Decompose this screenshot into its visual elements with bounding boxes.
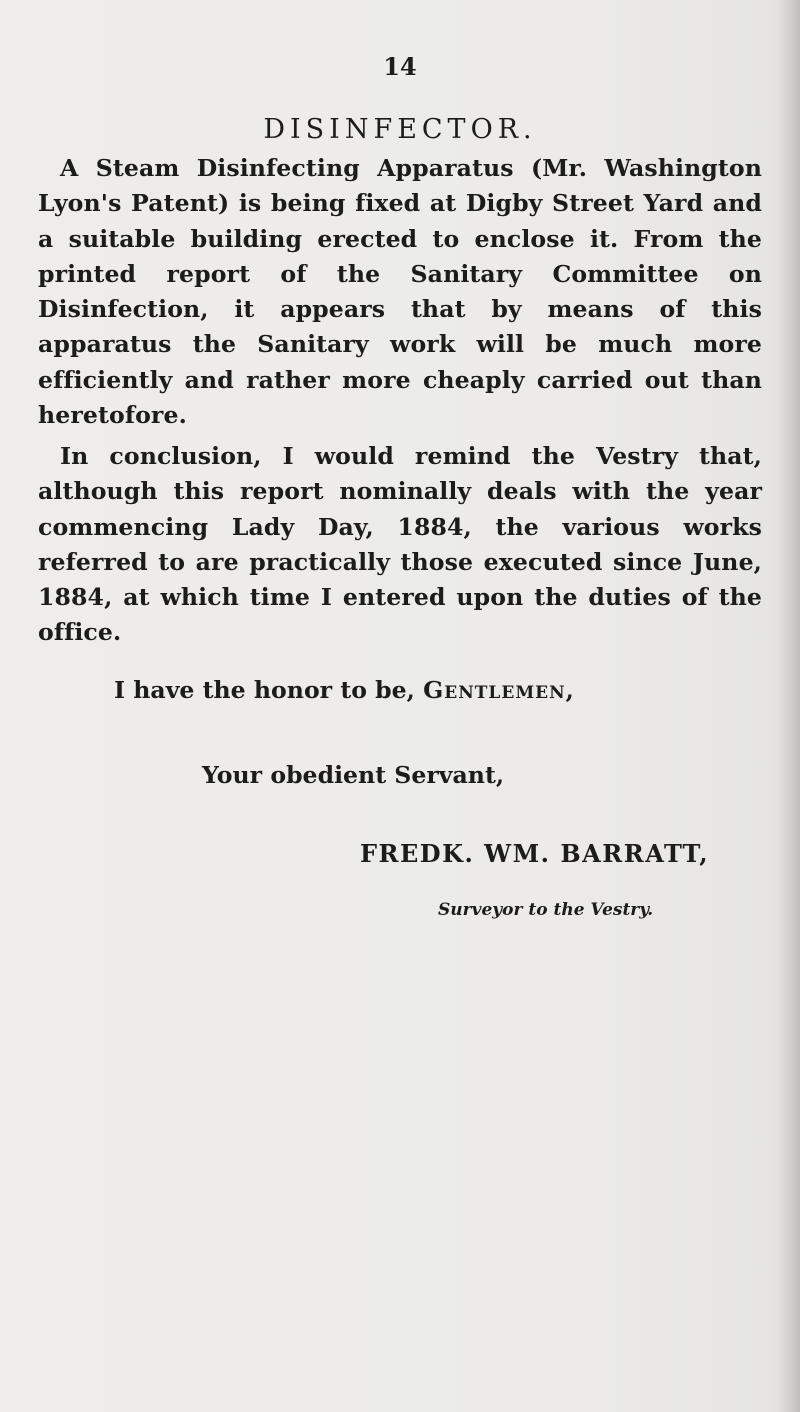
page-edge-shadow bbox=[778, 0, 800, 1412]
closing-prefix: I have the honor to be, bbox=[114, 676, 424, 704]
paragraph-text: A Steam Disinfecting Apparatus (Mr. Washington Lyon's Patent) is being fixed at Digby Street Yard and a suitable building erected to enclose it. From the printed report of the Sanitary Committee on Disinfection, it appears that by means of this apparatus the Sanitary work will be much more efficiently and rather more cheaply carried out than heretofore. bbox=[38, 154, 762, 430]
closing-salutation: Gentlemen, bbox=[423, 676, 575, 704]
paragraph-disinfector bbox=[38, 151, 762, 433]
paragraph-conclusion bbox=[38, 439, 762, 651]
servant-line: Your obedient Servant, bbox=[202, 761, 505, 789]
closing-line bbox=[114, 676, 575, 704]
signature-title: Surveyor to the Vestry. bbox=[438, 900, 654, 920]
paragraph-text: In conclusion, I would remind the Vestry that, although this report nominally deals with the year commencing Lady Day, 1884, the various works referred to are practically those executed since June, 1884, at which time I entered upon the duties of the office. bbox=[38, 442, 762, 647]
page-number: 14 bbox=[383, 52, 417, 81]
signature-name: FREDK. WM. BARRATT, bbox=[360, 839, 710, 868]
section-heading: DISINFECTOR. bbox=[263, 114, 537, 145]
